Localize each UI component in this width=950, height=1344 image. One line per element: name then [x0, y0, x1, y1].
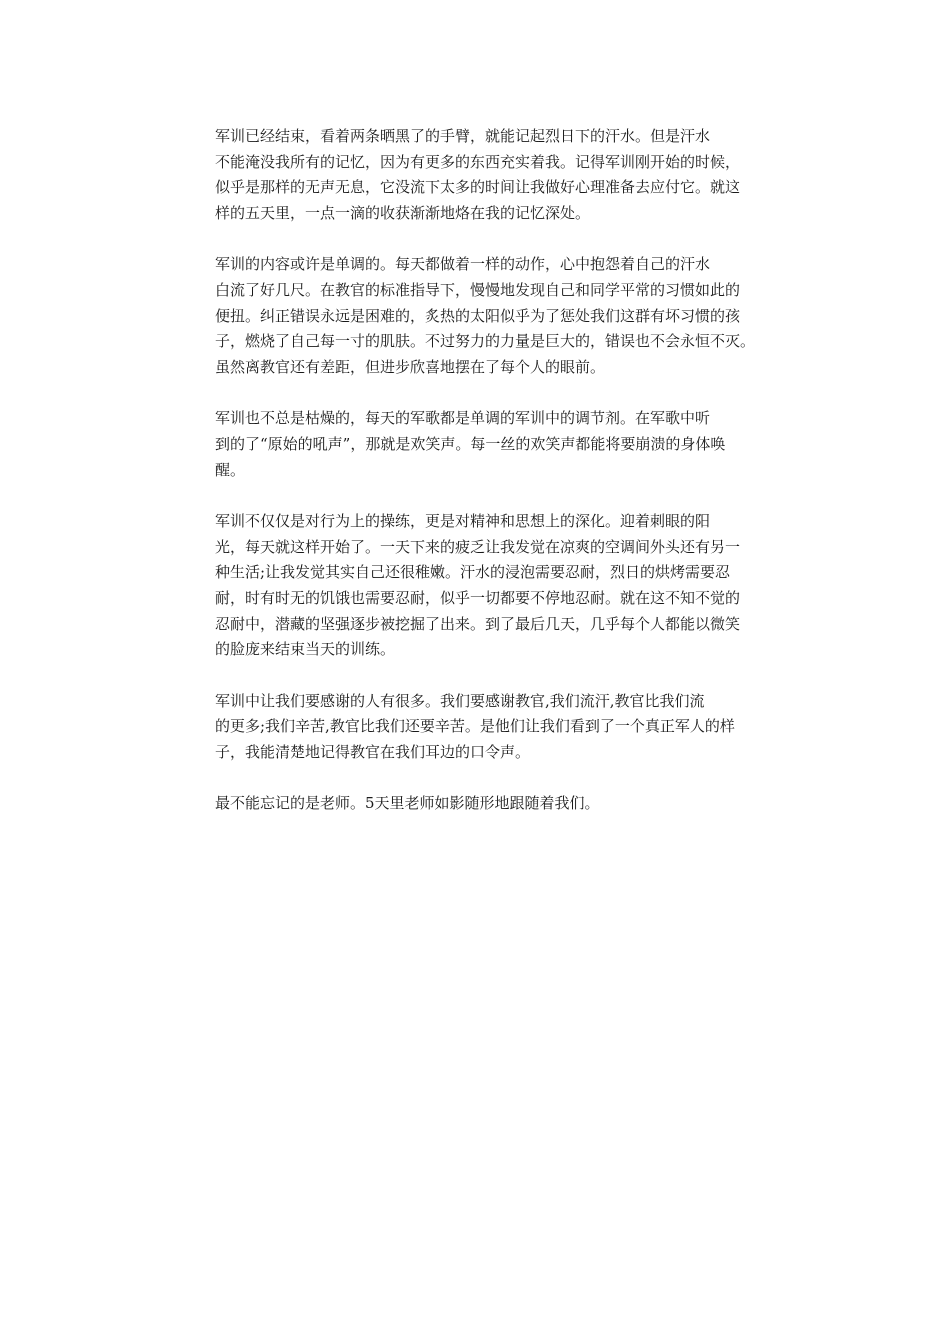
paragraph-line: 虽然离教官还有差距，但进步欣喜地摆在了每个人的眼前。	[215, 357, 606, 376]
paragraph-line: 便扭。纠正错误永远是困难的，炙热的太阳似乎为了惩处我们这群有坏习惯的孩	[215, 306, 741, 325]
paragraph-line: 军训也不总是枯燥的，每天的军歌都是单调的军训中的调节剂。在军歌中听	[215, 409, 711, 428]
paragraph-6	[177, 791, 777, 817]
paragraph-4	[177, 509, 777, 663]
paragraph-3	[177, 406, 777, 483]
paragraph-line: 不能淹没我所有的记忆，因为有更多的东西充实着我。记得军训刚开始的时候，	[215, 152, 741, 171]
paragraph-line: 耐，时有时无的饥饿也需要忍耐，似乎一切都要不停地忍耐。就在这不知不觉的	[215, 588, 741, 607]
document-body	[177, 124, 777, 843]
paragraph-line: 军训的内容或许是单调的。每天都做着一样的动作，心中抱怨着自己的汗水	[215, 255, 711, 274]
paragraph-line: 的脸庞来结束当天的训练。	[215, 640, 396, 659]
paragraph-line: 子，燃烧了自己每一寸的肌肤。不过努力的力量是巨大的，错误也不会永恒不灭。	[215, 332, 756, 351]
paragraph-line: 光，每天就这样开始了。一天下来的疲乏让我发觉在凉爽的空调间外头还有另一	[215, 537, 741, 556]
paragraph-line: 到的了“原始的吼声”，那就是欢笑声。每一丝的欢笑声都能将要崩溃的身体唤	[215, 434, 726, 453]
paragraph-line: 子，我能清楚地记得教官在我们耳边的口令声。	[215, 742, 531, 761]
paragraph-5	[177, 689, 777, 766]
paragraph-line: 的更多;我们辛苦,教官比我们还要辛苦。是他们让我们看到了一个真正军人的样	[215, 717, 735, 736]
paragraph-line: 军训已经结束，看着两条晒黑了的手臂，就能记起烈日下的汗水。但是汗水	[215, 127, 711, 145]
paragraph-1	[177, 124, 777, 226]
paragraph-2	[177, 252, 777, 380]
paragraph-line: 军训不仅仅是对行为上的操练，更是对精神和思想上的深化。迎着刺眼的阳	[215, 512, 711, 531]
paragraph-line: 军训中让我们要感谢的人有很多。我们要感谢教官,我们流汗,教官比我们流	[215, 691, 705, 710]
paragraph-line: 醒。	[215, 460, 246, 479]
paragraph-line: 忍耐中，潜藏的坚强逐步被挖掘了出来。到了最后几天，几乎每个人都能以微笑	[215, 614, 741, 633]
paragraph-line: 白流了好几尺。在教官的标准指导下，慢慢地发现自己和同学平常的习惯如此的	[215, 280, 741, 299]
paragraph-line: 似乎是那样的无声无息，它没流下太多的时间让我做好心理准备去应付它。就这	[215, 178, 741, 197]
paragraph-line: 最不能忘记的是老师。5天里老师如影随形地跟随着我们。	[215, 794, 600, 813]
paragraph-line: 样的五天里，一点一滴的收获渐渐地烙在我的记忆深处。	[215, 203, 591, 222]
paragraph-line: 种生活;让我发觉其实自己还很稚嫩。汗水的浸泡需要忍耐，烈日的烘烤需要忍	[215, 563, 731, 582]
